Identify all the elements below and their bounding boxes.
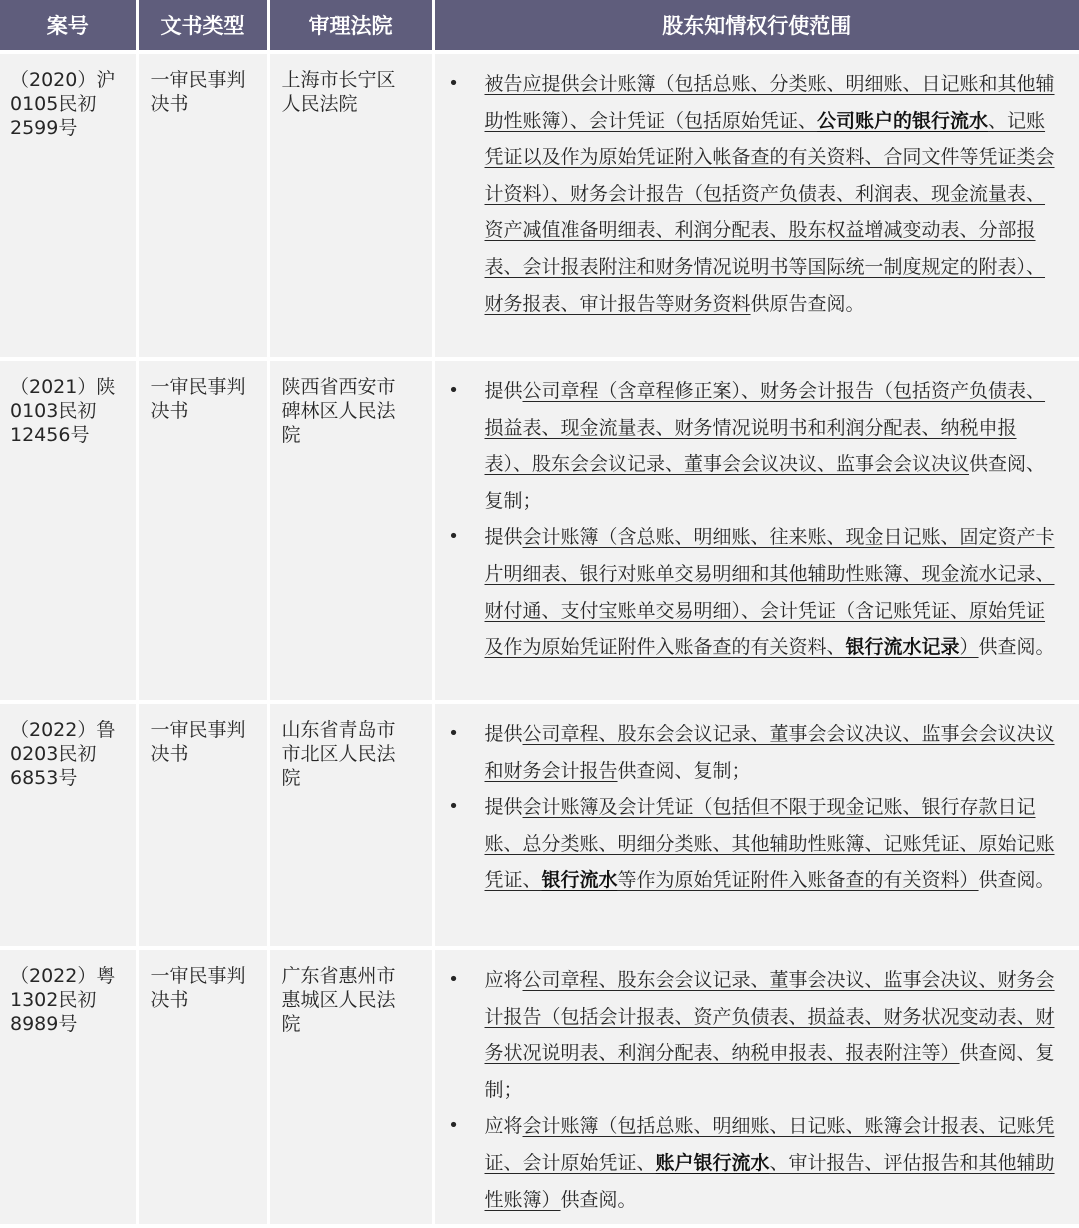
bullet-icon: • bbox=[448, 796, 459, 818]
scope-list bbox=[445, 373, 1060, 666]
scope-text: 应将 bbox=[484, 1115, 523, 1138]
header-row bbox=[0, 0, 1079, 52]
case-number-cell: （2022）鲁 0203民初 6853号 bbox=[0, 702, 137, 948]
scope-text: 会计账簿（含总账、明细账、往来账、现金日记账、固定资产卡片明细表、银行对账单交易明细和其他辅助性账簿、现金流水记录、财付通、支付宝账单交易明细）、会计凭证（含记账凭证、原始凭证及作为原始凭证附件入账备查的有关资料、 bbox=[484, 526, 1055, 659]
court-cell: 陕西省西安市 碑林区人民法 院 bbox=[268, 359, 433, 702]
case-number-cell: （2021）陕 0103民初 12456号 bbox=[0, 359, 137, 702]
scope-text: 供原告查阅。 bbox=[750, 292, 865, 315]
scope-cell bbox=[433, 359, 1079, 702]
scope-item bbox=[445, 716, 1060, 789]
scope-text-bold: 银行流水记录 bbox=[845, 636, 960, 659]
scope-cell bbox=[433, 948, 1079, 1226]
table-row bbox=[0, 948, 1079, 1226]
header-document-type: 文书类型 bbox=[137, 0, 268, 52]
header-case-number: 案号 bbox=[0, 0, 137, 52]
scope-item bbox=[445, 66, 1060, 322]
scope-list bbox=[445, 962, 1060, 1218]
scope-item bbox=[445, 789, 1060, 899]
scope-text: 提供 bbox=[484, 380, 523, 402]
scope-text: 被告应提供会计账簿（包括总账、分类账、明细账、日记账和其他辅助性账簿）、会计凭证（包括原始凭证、 bbox=[484, 73, 1055, 132]
scope-text: 供查阅。 bbox=[560, 1188, 637, 1211]
scope-text: 供查阅。 bbox=[978, 636, 1055, 659]
document-type-cell: 一审民事判 决书 bbox=[137, 702, 268, 948]
document-type-cell: 一审民事判 决书 bbox=[137, 52, 268, 359]
scope-text-bold: 账户银行流水 bbox=[655, 1151, 770, 1174]
scope-item bbox=[445, 373, 1060, 519]
bullet-icon: • bbox=[448, 73, 459, 94]
scope-cell bbox=[433, 702, 1079, 948]
table-row bbox=[0, 52, 1079, 359]
scope-cell bbox=[433, 52, 1079, 359]
scope-text: 提供 bbox=[484, 796, 523, 819]
scope-list bbox=[445, 66, 1060, 322]
scope-text: 供查阅。 bbox=[978, 869, 1055, 892]
scope-text: 、记账凭证以及作为原始凭证附入帐备查的有关资料、合同文件等凭证类会计资料）、财务会计报告（包括资产负债表、利润表、现金流量表、资产减值准备明细表、利润分配表、股东权益增减变动表、分部报表、会计报表附注和财务情况说明书等国际统一制度规定的附表）、财务报表、审计报告等财务资料 bbox=[484, 109, 1055, 315]
scope-text: 供查阅、复制； bbox=[617, 759, 751, 782]
scope-text-bold: 银行流水 bbox=[541, 869, 618, 892]
bullet-icon: • bbox=[448, 526, 459, 548]
court-cell: 上海市长宁区 人民法院 bbox=[268, 52, 433, 359]
scope-text-bold: 公司账户的银行流水 bbox=[817, 109, 989, 132]
bullet-icon: • bbox=[448, 1115, 459, 1137]
court-cell: 广东省惠州市 惠城区人民法 院 bbox=[268, 948, 433, 1226]
scope-item bbox=[445, 962, 1060, 1108]
bullet-icon: • bbox=[448, 723, 459, 744]
header-court: 审理法院 bbox=[268, 0, 433, 52]
scope-text: 提供 bbox=[484, 723, 523, 745]
scope-list bbox=[445, 716, 1060, 899]
scope-text: 应将 bbox=[484, 969, 523, 991]
scope-text: 、审计报告、评估报告和其他辅助性账簿） bbox=[484, 1151, 1055, 1211]
document-type-cell: 一审民事判 决书 bbox=[137, 359, 268, 702]
bullet-icon: • bbox=[448, 969, 459, 990]
scope-text: 供查阅、复制； bbox=[484, 1042, 1055, 1101]
scope-text: 供查阅、复制； bbox=[484, 453, 1046, 512]
header-scope: 股东知情权行使范围 bbox=[433, 0, 1079, 52]
court-cell: 山东省青岛市 市北区人民法 院 bbox=[268, 702, 433, 948]
scope-text: 等作为原始凭证附件入账备查的有关资料） bbox=[617, 869, 979, 892]
scope-item bbox=[445, 519, 1060, 665]
case-number-cell: （2022）粤 1302民初 8989号 bbox=[0, 948, 137, 1226]
scope-text: 公司章程、股东会会议记录、董事会决议、监事会决议、财务会计报告（包括会计报表、资产负债表、损益表、财务状况变动表、财务状况说明表、利润分配表、纳税申报表、报表附注等） bbox=[484, 969, 1055, 1065]
scope-text: 提供 bbox=[484, 526, 523, 549]
table-row bbox=[0, 702, 1079, 948]
scope-text: 会计账簿（包括总账、明细账、日记账、账簿会计报表、记账凭证、会计原始凭证、 bbox=[484, 1115, 1055, 1174]
scope-text: ） bbox=[959, 636, 979, 659]
scope-text: 公司章程、股东会会议记录、董事会会议决议、监事会会议决议和财务会计报告 bbox=[484, 723, 1055, 782]
table-row bbox=[0, 359, 1079, 702]
document-type-cell: 一审民事判 决书 bbox=[137, 948, 268, 1226]
bullet-icon: • bbox=[448, 380, 459, 401]
scope-item bbox=[445, 1108, 1060, 1218]
scope-text: 会计账簿及会计凭证（包括但不限于现金记账、银行存款日记账、总分类账、明细分类账、其他辅助性账簿、记账凭证、原始记账凭证、 bbox=[484, 796, 1055, 892]
scope-text: 公司章程（含章程修正案）、财务会计报告（包括资产负债表、损益表、现金流量表、财务情况说明书和利润分配表、纳税申报表）、股东会会议记录、董事会会议决议、监事会会议决议 bbox=[484, 380, 1046, 476]
case-number-cell: （2020）沪 0105民初 2599号 bbox=[0, 52, 137, 359]
